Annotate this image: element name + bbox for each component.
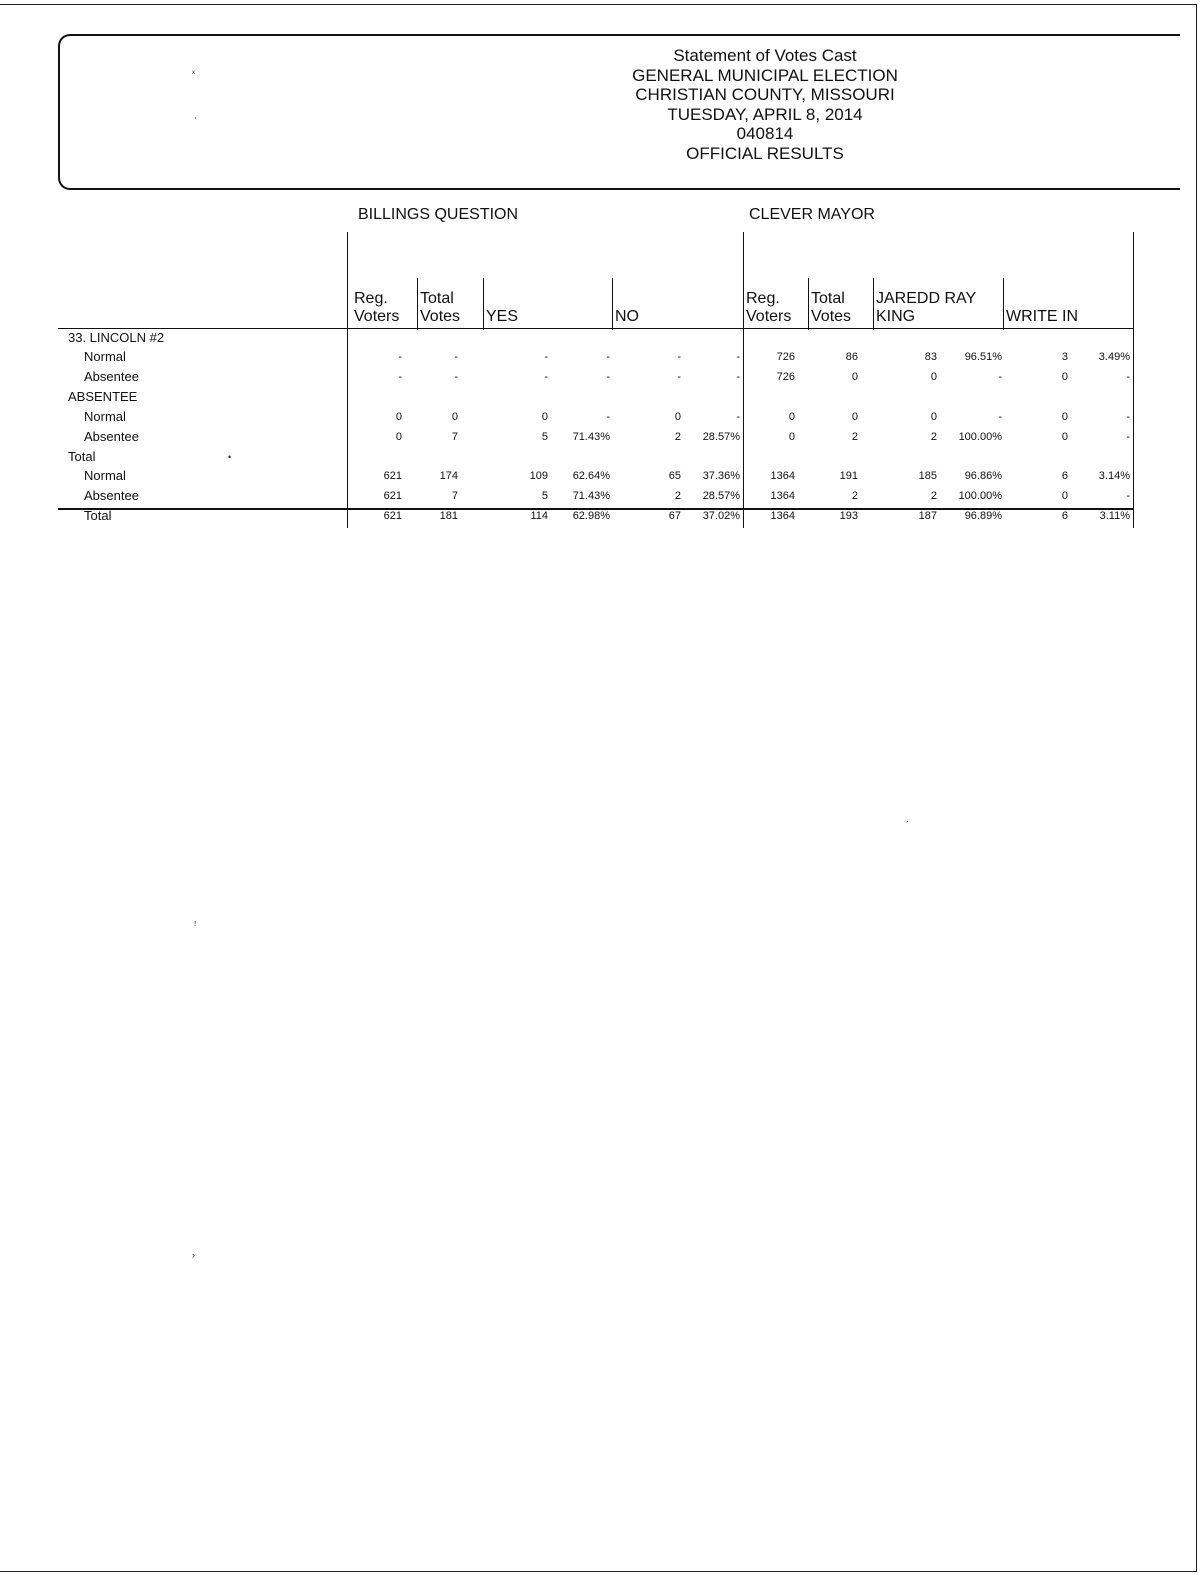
table-cell: 2 — [930, 490, 937, 502]
page-frame — [0, 4, 1197, 1572]
table-cell: 109 — [529, 470, 548, 482]
table-cell: 1364 — [770, 510, 795, 522]
table-cell: 0 — [1061, 411, 1068, 423]
table-cell: 0 — [1061, 490, 1068, 502]
table-cell: - — [998, 411, 1002, 423]
table-cell: 0 — [788, 431, 795, 443]
table-cell: 185 — [918, 470, 937, 482]
table-cell: 100.00% — [958, 431, 1002, 443]
table-cell: 37.02% — [702, 510, 740, 522]
table-cell: 726 — [776, 371, 795, 383]
table-cell: 3.14% — [1098, 470, 1130, 482]
table-cell: 0 — [541, 411, 548, 423]
table-cell: - — [998, 371, 1002, 383]
table-cell: 1364 — [770, 470, 795, 482]
table-cell: 86 — [845, 351, 858, 363]
group-label: 33. LINCOLN #2 — [68, 330, 165, 345]
table-cell: 0 — [1061, 431, 1068, 443]
table-cell: - — [544, 371, 548, 383]
table-cell: 0 — [395, 411, 402, 423]
table-cell: 28.57% — [702, 431, 740, 443]
table-cell: - — [736, 411, 740, 423]
table-cell: 100.00% — [958, 490, 1002, 502]
table-cell: - — [454, 351, 458, 363]
election-name: GENERAL MUNICIPAL ELECTION — [632, 65, 898, 85]
table-cell: 0 — [788, 411, 795, 423]
table-cell: 6 — [1061, 510, 1068, 522]
table-cell: 0 — [674, 411, 681, 423]
table-cell: - — [398, 371, 402, 383]
group-label: Total — [68, 449, 96, 464]
table-cell: 6 — [1061, 470, 1068, 482]
column-divider — [808, 278, 809, 330]
column-divider — [873, 278, 874, 330]
billings-question-title: BILLINGS QUESTION — [358, 206, 519, 223]
table-cell: 174 — [439, 470, 458, 482]
table-cell: - — [677, 351, 681, 363]
report-title: Statement of Votes Cast — [673, 46, 857, 65]
table-cell: 2 — [851, 490, 858, 502]
table-cell: - — [1126, 371, 1130, 383]
table-cell: 65 — [668, 470, 681, 482]
table-cell: 181 — [439, 510, 458, 522]
column-divider — [483, 278, 484, 330]
election-code: 040814 — [736, 124, 794, 143]
table-cell: 71.43% — [572, 431, 610, 443]
table-cell: 2 — [930, 431, 937, 443]
table-cell: 0 — [930, 411, 937, 423]
table-cell: 0 — [930, 371, 937, 383]
table-cell: - — [1126, 431, 1130, 443]
table-cell: 1364 — [770, 490, 795, 502]
table-cell: 187 — [918, 510, 937, 522]
table-cell: 96.86% — [964, 470, 1002, 482]
row-label: Normal — [84, 468, 126, 483]
row-label: Normal — [84, 409, 126, 424]
group-label: Total — [84, 508, 112, 523]
candidate-header: JAREDD RAY KING — [876, 290, 977, 325]
table-cell: 62.64% — [572, 470, 610, 482]
row-label: Absentee — [84, 369, 139, 384]
table-cell: - — [544, 351, 548, 363]
table-cell: 114 — [530, 510, 548, 522]
reg-voters-header: Reg. Voters — [354, 290, 400, 325]
table-cell: 71.43% — [572, 490, 610, 502]
table-cell: 28.57% — [702, 490, 740, 502]
row-label: Absentee — [84, 429, 139, 444]
election-date: TUESDAY, APRIL 8, 2014 — [667, 104, 863, 124]
no-header: NO — [615, 308, 639, 325]
table-cell: 621 — [383, 510, 402, 522]
table-cell: - — [606, 351, 610, 363]
total-votes-header: Total Votes — [811, 290, 852, 325]
table-cell: 3.11% — [1099, 510, 1130, 522]
column-divider — [1003, 278, 1004, 330]
table-cell: 67 — [668, 510, 681, 522]
table-cell: 621 — [383, 470, 402, 482]
header-rule — [58, 328, 1134, 329]
table-cell: - — [606, 411, 610, 423]
table-cell: 37.36% — [702, 470, 740, 482]
table-cell: - — [677, 371, 681, 383]
table-cell: 0 — [395, 431, 402, 443]
row-label: Absentee — [84, 488, 139, 503]
table-cell: 621 — [383, 490, 402, 502]
table-cell: 62.98% — [572, 510, 610, 522]
row-label: Normal — [84, 349, 126, 364]
table-cell: 7 — [451, 431, 458, 443]
column-divider — [612, 278, 613, 330]
clever-mayor-title: CLEVER MAYOR — [749, 206, 875, 223]
table-cell: 726 — [776, 351, 795, 363]
table-cell: 5 — [541, 490, 548, 502]
group-label: ABSENTEE — [68, 389, 138, 404]
write-in-header: WRITE IN — [1006, 308, 1078, 325]
table-cell: - — [736, 371, 740, 383]
table-cell: 0 — [1061, 371, 1068, 383]
reg-voters-header: Reg. Voters — [746, 290, 792, 325]
table-cell: - — [736, 351, 740, 363]
table-cell: - — [1126, 411, 1130, 423]
column-divider — [417, 278, 418, 330]
table-cell: 0 — [851, 371, 858, 383]
table-cell: 96.89% — [964, 510, 1002, 522]
table-cell: - — [1126, 490, 1130, 502]
table-cell: 191 — [839, 470, 858, 482]
table-cell: 3.49% — [1098, 351, 1130, 363]
column-divider — [1133, 232, 1134, 528]
results-status: OFFICIAL RESULTS — [686, 143, 844, 163]
table-cell: - — [398, 351, 402, 363]
table-cell: 0 — [451, 411, 458, 423]
table-cell: 0 — [851, 411, 858, 423]
yes-header: YES — [486, 308, 519, 325]
report-header — [570, 46, 960, 163]
total-votes-header: Total Votes — [420, 290, 461, 325]
table-cell: 193 — [839, 510, 858, 522]
table-cell: 2 — [674, 431, 681, 443]
table-cell: 5 — [541, 431, 548, 443]
table-cell: - — [606, 371, 610, 383]
county-name: CHRISTIAN COUNTY, MISSOURI — [635, 85, 895, 104]
table-cell: 96.51% — [964, 351, 1002, 363]
table-cell: 2 — [674, 490, 681, 502]
table-cell: 3 — [1061, 351, 1068, 363]
table-cell: 7 — [451, 490, 458, 502]
table-cell: 2 — [851, 431, 858, 443]
table-cell: - — [454, 371, 458, 383]
table-cell: 83 — [924, 351, 937, 363]
